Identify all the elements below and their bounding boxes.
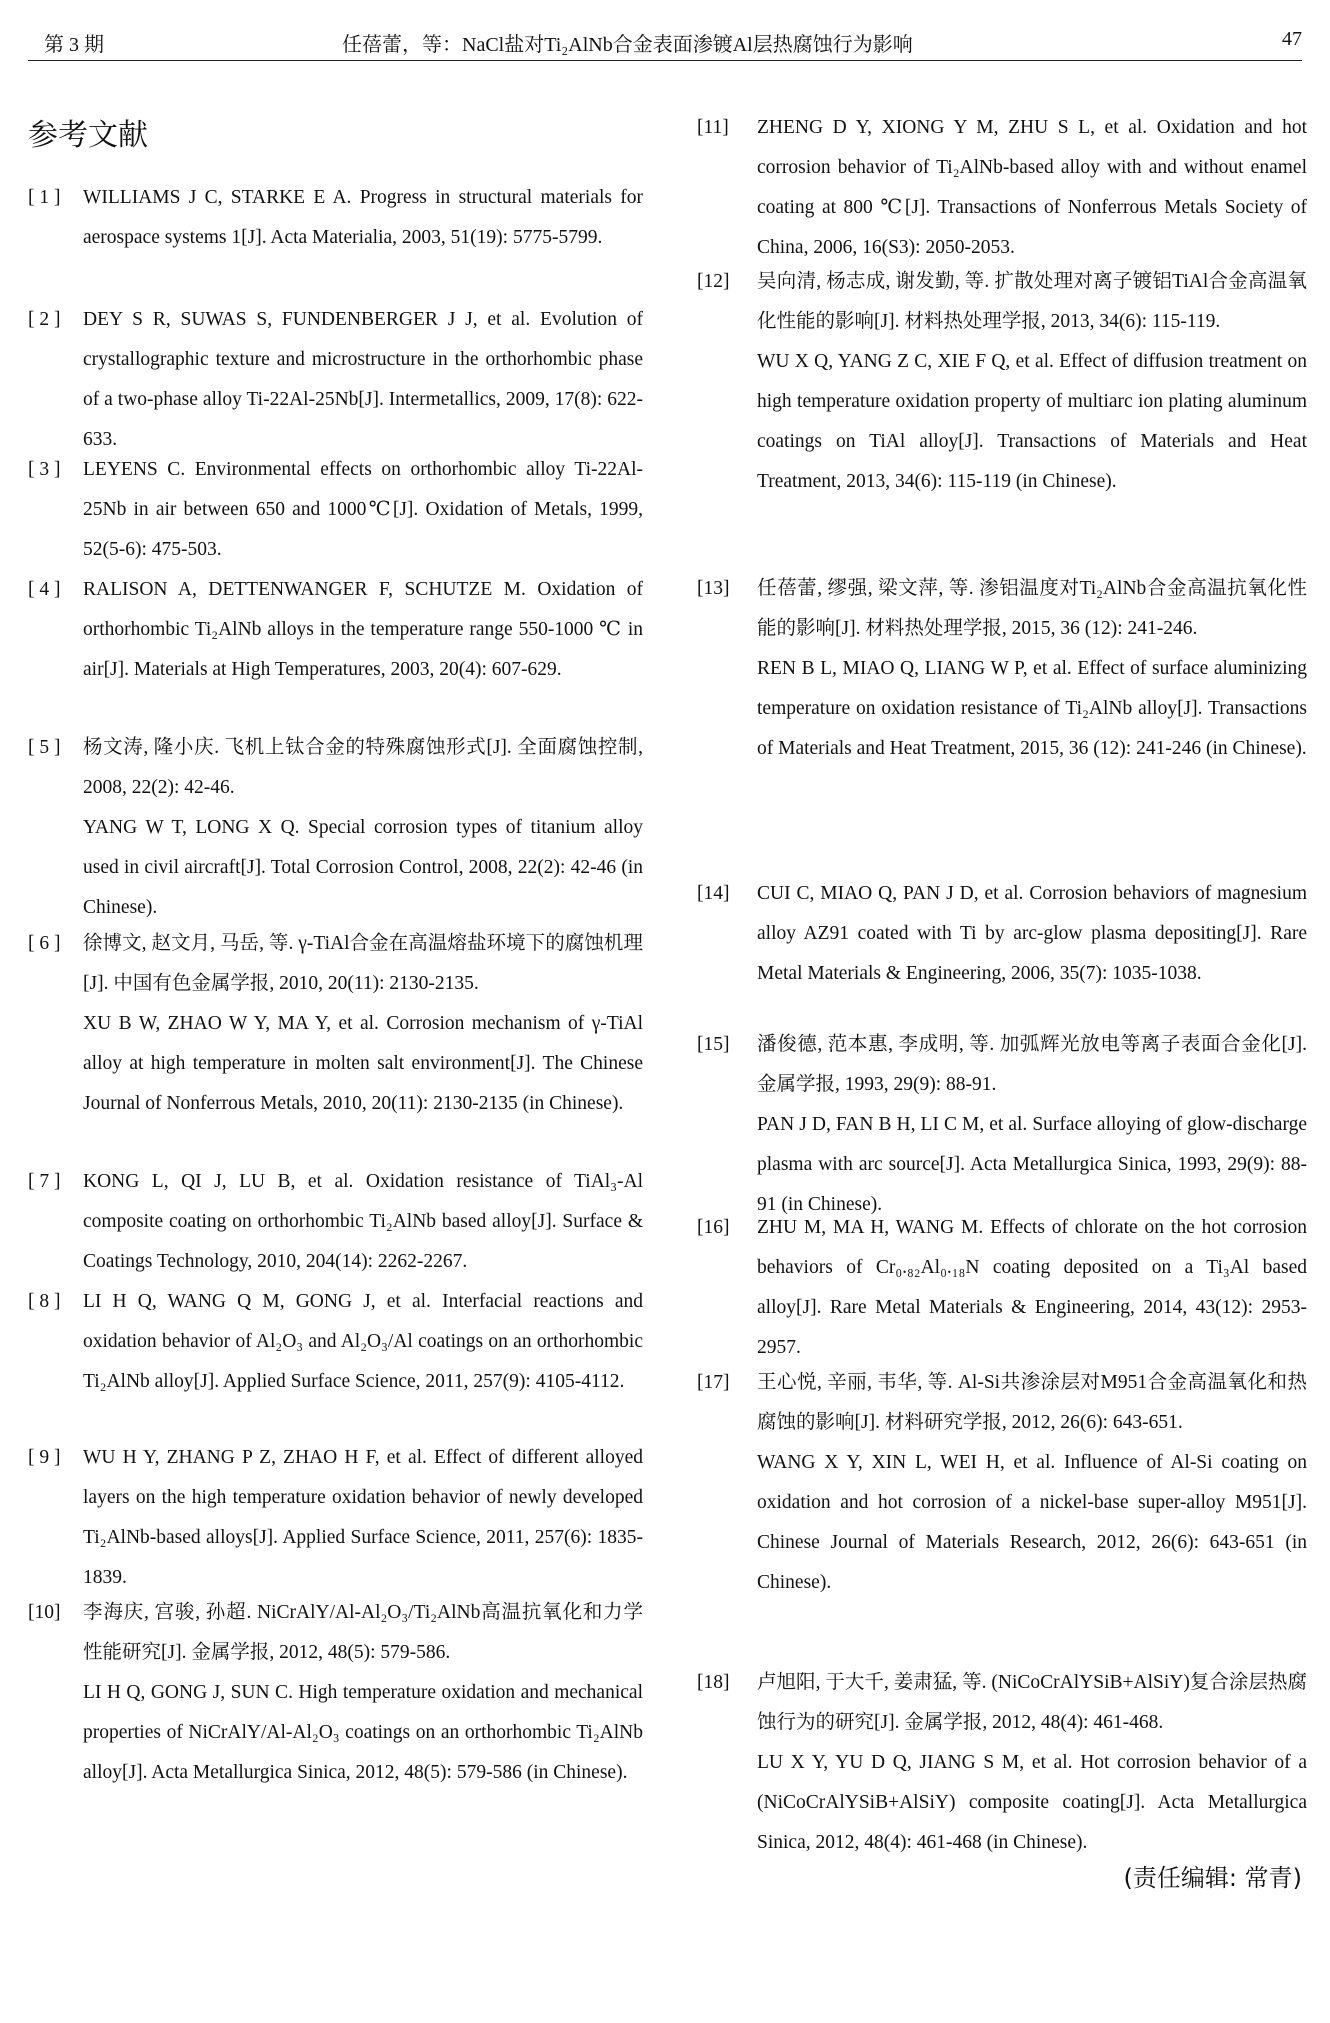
header-rule bbox=[28, 60, 1302, 61]
reference-item bbox=[28, 450, 643, 570]
reference-line: LI H Q, WANG Q M, GONG J, et al. Interfacial reactions and oxidation behavior of Al₂O₃ and Al₂O₃/Al coatings on an orthorhombic Ti₂AlNb alloy[J]. Applied Surface Science, 2011, 257(9): 4105-4112. bbox=[83, 1291, 643, 1392]
reference-text bbox=[83, 300, 643, 460]
reference-text bbox=[757, 1663, 1307, 1863]
reference-line: 李海庆, 宫骏, 孙超. NiCrAlY/Al-Al₂O₃/Ti₂AlNb高温抗氧化和力学性能研究[J]. 金属学报, 2012, 48(5): 579-586. bbox=[83, 1602, 643, 1663]
reference-item bbox=[697, 569, 1307, 769]
reference-item bbox=[697, 1025, 1307, 1225]
reference-line: 任蓓蕾, 缪强, 梁文萍, 等. 渗铝温度对Ti₂AlNb合金高温抗氧化性能的影响[J]. 材料热处理学报, 2015, 36 (12): 241-246. bbox=[757, 578, 1307, 639]
reference-line: RALISON A, DETTENWANGER F, SCHUTZE M. Oxidation of orthorhombic Ti₂AlNb alloys in the temperature range 550-1000 ℃ in air[J]. Materials at High Temperatures, 2003, 20(4): 607-629. bbox=[83, 579, 643, 680]
reference-line: REN B L, MIAO Q, LIANG W P, et al. Effect of surface aluminizing temperature on oxidation resistance of Ti₂AlNb alloy[J]. Transactions of Materials and Heat Treatment, 2015, 36 (12): 241-246 (in Chinese). bbox=[757, 658, 1307, 759]
page-number: 47 bbox=[1282, 28, 1302, 50]
reference-number: [ 7 ] bbox=[28, 1171, 61, 1192]
reference-line: PAN J D, FAN B H, LI C M, et al. Surface alloying of glow-discharge plasma with arc source[J]. Acta Metallurgica Sinica, 1993, 29(9): 88-91 (in Chinese). bbox=[757, 1114, 1307, 1215]
reference-item bbox=[697, 1363, 1307, 1603]
reference-text bbox=[757, 1208, 1307, 1368]
reference-text bbox=[83, 450, 643, 570]
reference-number: [18] bbox=[697, 1672, 730, 1693]
reference-number: [ 2 ] bbox=[28, 309, 61, 330]
reference-number: [16] bbox=[697, 1217, 730, 1238]
reference-number: [10] bbox=[28, 1602, 61, 1623]
reference-item bbox=[697, 108, 1307, 268]
reference-item bbox=[28, 300, 643, 460]
reference-item bbox=[28, 728, 643, 928]
reference-number: [ 1 ] bbox=[28, 187, 61, 208]
reference-item bbox=[28, 1593, 643, 1793]
reference-number: [ 5 ] bbox=[28, 737, 61, 758]
reference-text bbox=[83, 1593, 643, 1793]
reference-text bbox=[83, 924, 643, 1124]
reference-text bbox=[757, 1025, 1307, 1225]
reference-text bbox=[83, 728, 643, 928]
reference-text bbox=[757, 1363, 1307, 1603]
reference-line: LU X Y, YU D Q, JIANG S M, et al. Hot corrosion behavior of a (NiCoCrAlYSiB+AlSiY) composite coating[J]. Acta Metallurgica Sinica, 2012, 48(4): 461-468 (in Chinese). bbox=[757, 1752, 1307, 1853]
reference-item bbox=[697, 1208, 1307, 1368]
reference-number: [13] bbox=[697, 578, 730, 599]
reference-item bbox=[28, 570, 643, 690]
reference-item bbox=[697, 262, 1307, 502]
reference-text bbox=[83, 1438, 643, 1598]
reference-item bbox=[28, 1438, 643, 1598]
reference-line: 吴向清, 杨志成, 谢发勤, 等. 扩散处理对离子镀铝TiAl合金高温氧化性能的影响[J]. 材料热处理学报, 2013, 34(6): 115-119. bbox=[757, 271, 1307, 332]
reference-number: [ 9 ] bbox=[28, 1447, 61, 1468]
reference-number: [ 6 ] bbox=[28, 933, 61, 954]
reference-item bbox=[28, 1162, 643, 1282]
reference-text bbox=[757, 262, 1307, 502]
reference-number: [ 8 ] bbox=[28, 1291, 61, 1312]
reference-line: LEYENS C. Environmental effects on orthorhombic alloy Ti-22Al-25Nb in air between 650 and 1000℃[J]. Oxidation of Metals, 1999, 52(5-6): 475-503. bbox=[83, 459, 643, 560]
reference-line: ZHENG D Y, XIONG Y M, ZHU S L, et al. Oxidation and hot corrosion behavior of Ti₂AlNb-based alloy with and without enamel coating at 800 ℃[J]. Transactions of Nonferrous Metals Society of China, 2006, 16(S3): 2050-2053. bbox=[757, 117, 1307, 258]
reference-line: WANG X Y, XIN L, WEI H, et al. Influence of Al-Si coating on oxidation and hot corrosion of a nickel-base super-alloy M951[J]. Chinese Journal of Materials Research, 2012, 26(6): 643-651 (in Chinese). bbox=[757, 1452, 1307, 1593]
reference-line: XU B W, ZHAO W Y, MA Y, et al. Corrosion mechanism of γ-TiAl alloy at high temperature in molten salt environment[J]. The Chinese Journal of Nonferrous Metals, 2010, 20(11): 2130-2135 (in Chinese). bbox=[83, 1013, 643, 1114]
reference-line: 潘俊德, 范本惠, 李成明, 等. 加弧辉光放电等离子表面合金化[J]. 金属学报, 1993, 29(9): 88-91. bbox=[757, 1034, 1307, 1095]
reference-number: [12] bbox=[697, 271, 730, 292]
reference-item bbox=[697, 874, 1307, 994]
reference-number: [14] bbox=[697, 883, 730, 904]
reference-line: ZHU M, MA H, WANG M. Effects of chlorate on the hot corrosion behaviors of Cr₀.₈₂Al₀.₁₈N coating deposited on a Ti₃Al based alloy[J]. Rare Metal Materials & Engineering, 2014, 43(12): 2953-2957. bbox=[757, 1217, 1307, 1358]
reference-line: 徐博文, 赵文月, 马岳, 等. γ-TiAl合金在高温熔盐环境下的腐蚀机理[J]. 中国有色金属学报, 2010, 20(11): 2130-2135. bbox=[83, 933, 643, 994]
reference-line: YANG W T, LONG X Q. Special corrosion types of titanium alloy used in civil aircraft[J]. Total Corrosion Control, 2008, 22(2): 42-46 (in Chinese). bbox=[83, 817, 643, 918]
reference-text bbox=[757, 874, 1307, 994]
running-title: 任蓓蕾，等：NaCl盐对Ti₂AlNb合金表面渗镀Al层热腐蚀行为影响 bbox=[342, 34, 913, 56]
reference-line: WU X Q, YANG Z C, XIE F Q, et al. Effect of diffusion treatment on high temperature oxidation property of multiarc ion plating aluminum coatings on TiAl alloy[J]. Transactions of Materials and Heat Treatment, 2013, 34(6): 115-119 (in Chinese). bbox=[757, 351, 1307, 492]
reference-number: [11] bbox=[697, 117, 729, 138]
reference-item bbox=[28, 924, 643, 1124]
reference-line: CUI C, MIAO Q, PAN J D, et al. Corrosion behaviors of magnesium alloy AZ91 coated with Ti by arc-glow plasma depositing[J]. Rare Metal Materials & Engineering, 2006, 35(7): 1035-1038. bbox=[757, 883, 1307, 984]
reference-text bbox=[757, 108, 1307, 268]
references-heading: 参考文献 bbox=[28, 118, 148, 153]
reference-text bbox=[83, 178, 643, 258]
reference-number: [ 3 ] bbox=[28, 459, 61, 480]
reference-line: WILLIAMS J C, STARKE E A. Progress in structural materials for aerospace systems 1[J]. Acta Materialia, 2003, 51(19): 5775-5799. bbox=[83, 187, 643, 248]
editor-note: (责任编辑: 常青) bbox=[1123, 1864, 1302, 1892]
reference-line: LI H Q, GONG J, SUN C. High temperature oxidation and mechanical properties of NiCrAlY/Al-Al₂O₃ coatings on an orthorhombic Ti₂AlNb alloy[J]. Acta Metallurgica Sinica, 2012, 48(5): 579-586 (in Chinese). bbox=[83, 1682, 643, 1783]
reference-text bbox=[83, 570, 643, 690]
reference-line: 卢旭阳, 于大千, 姜肃猛, 等. (NiCoCrAlYSiB+AlSiY)复合涂层热腐蚀行为的研究[J]. 金属学报, 2012, 48(4): 461-468. bbox=[757, 1672, 1307, 1733]
reference-line: 王心悦, 辛丽, 韦华, 等. Al-Si共渗涂层对M951合金高温氧化和热腐蚀的影响[J]. 材料研究学报, 2012, 26(6): 643-651. bbox=[757, 1372, 1307, 1433]
reference-line: 杨文涛, 隆小庆. 飞机上钛合金的特殊腐蚀形式[J]. 全面腐蚀控制, 2008, 22(2): 42-46. bbox=[83, 737, 643, 798]
reference-text bbox=[83, 1282, 643, 1402]
reference-line: DEY S R, SUWAS S, FUNDENBERGER J J, et al. Evolution of crystallographic texture and microstructure in the orthorhombic phase of a two-phase alloy Ti-22Al-25Nb[J]. Intermetallics, 2009, 17(8): 622-633. bbox=[83, 309, 643, 450]
reference-item bbox=[697, 1663, 1307, 1863]
reference-number: [ 4 ] bbox=[28, 579, 61, 600]
reference-line: WU H Y, ZHANG P Z, ZHAO H F, et al. Effect of different alloyed layers on the high temperature oxidation behavior of newly developed Ti₂AlNb-based alloys[J]. Applied Surface Science, 2011, 257(6): 1835-1839. bbox=[83, 1447, 643, 1588]
issue-label: 第 3 期 bbox=[44, 34, 104, 56]
reference-text bbox=[83, 1162, 643, 1282]
reference-text bbox=[757, 569, 1307, 769]
reference-item bbox=[28, 178, 643, 258]
reference-item bbox=[28, 1282, 643, 1402]
reference-line: KONG L, QI J, LU B, et al. Oxidation resistance of TiAl₃-Al composite coating on orthorhombic Ti₂AlNb based alloy[J]. Surface & Coatings Technology, 2010, 204(14): 2262-2267. bbox=[83, 1171, 643, 1272]
reference-number: [15] bbox=[697, 1034, 730, 1055]
reference-number: [17] bbox=[697, 1372, 730, 1393]
